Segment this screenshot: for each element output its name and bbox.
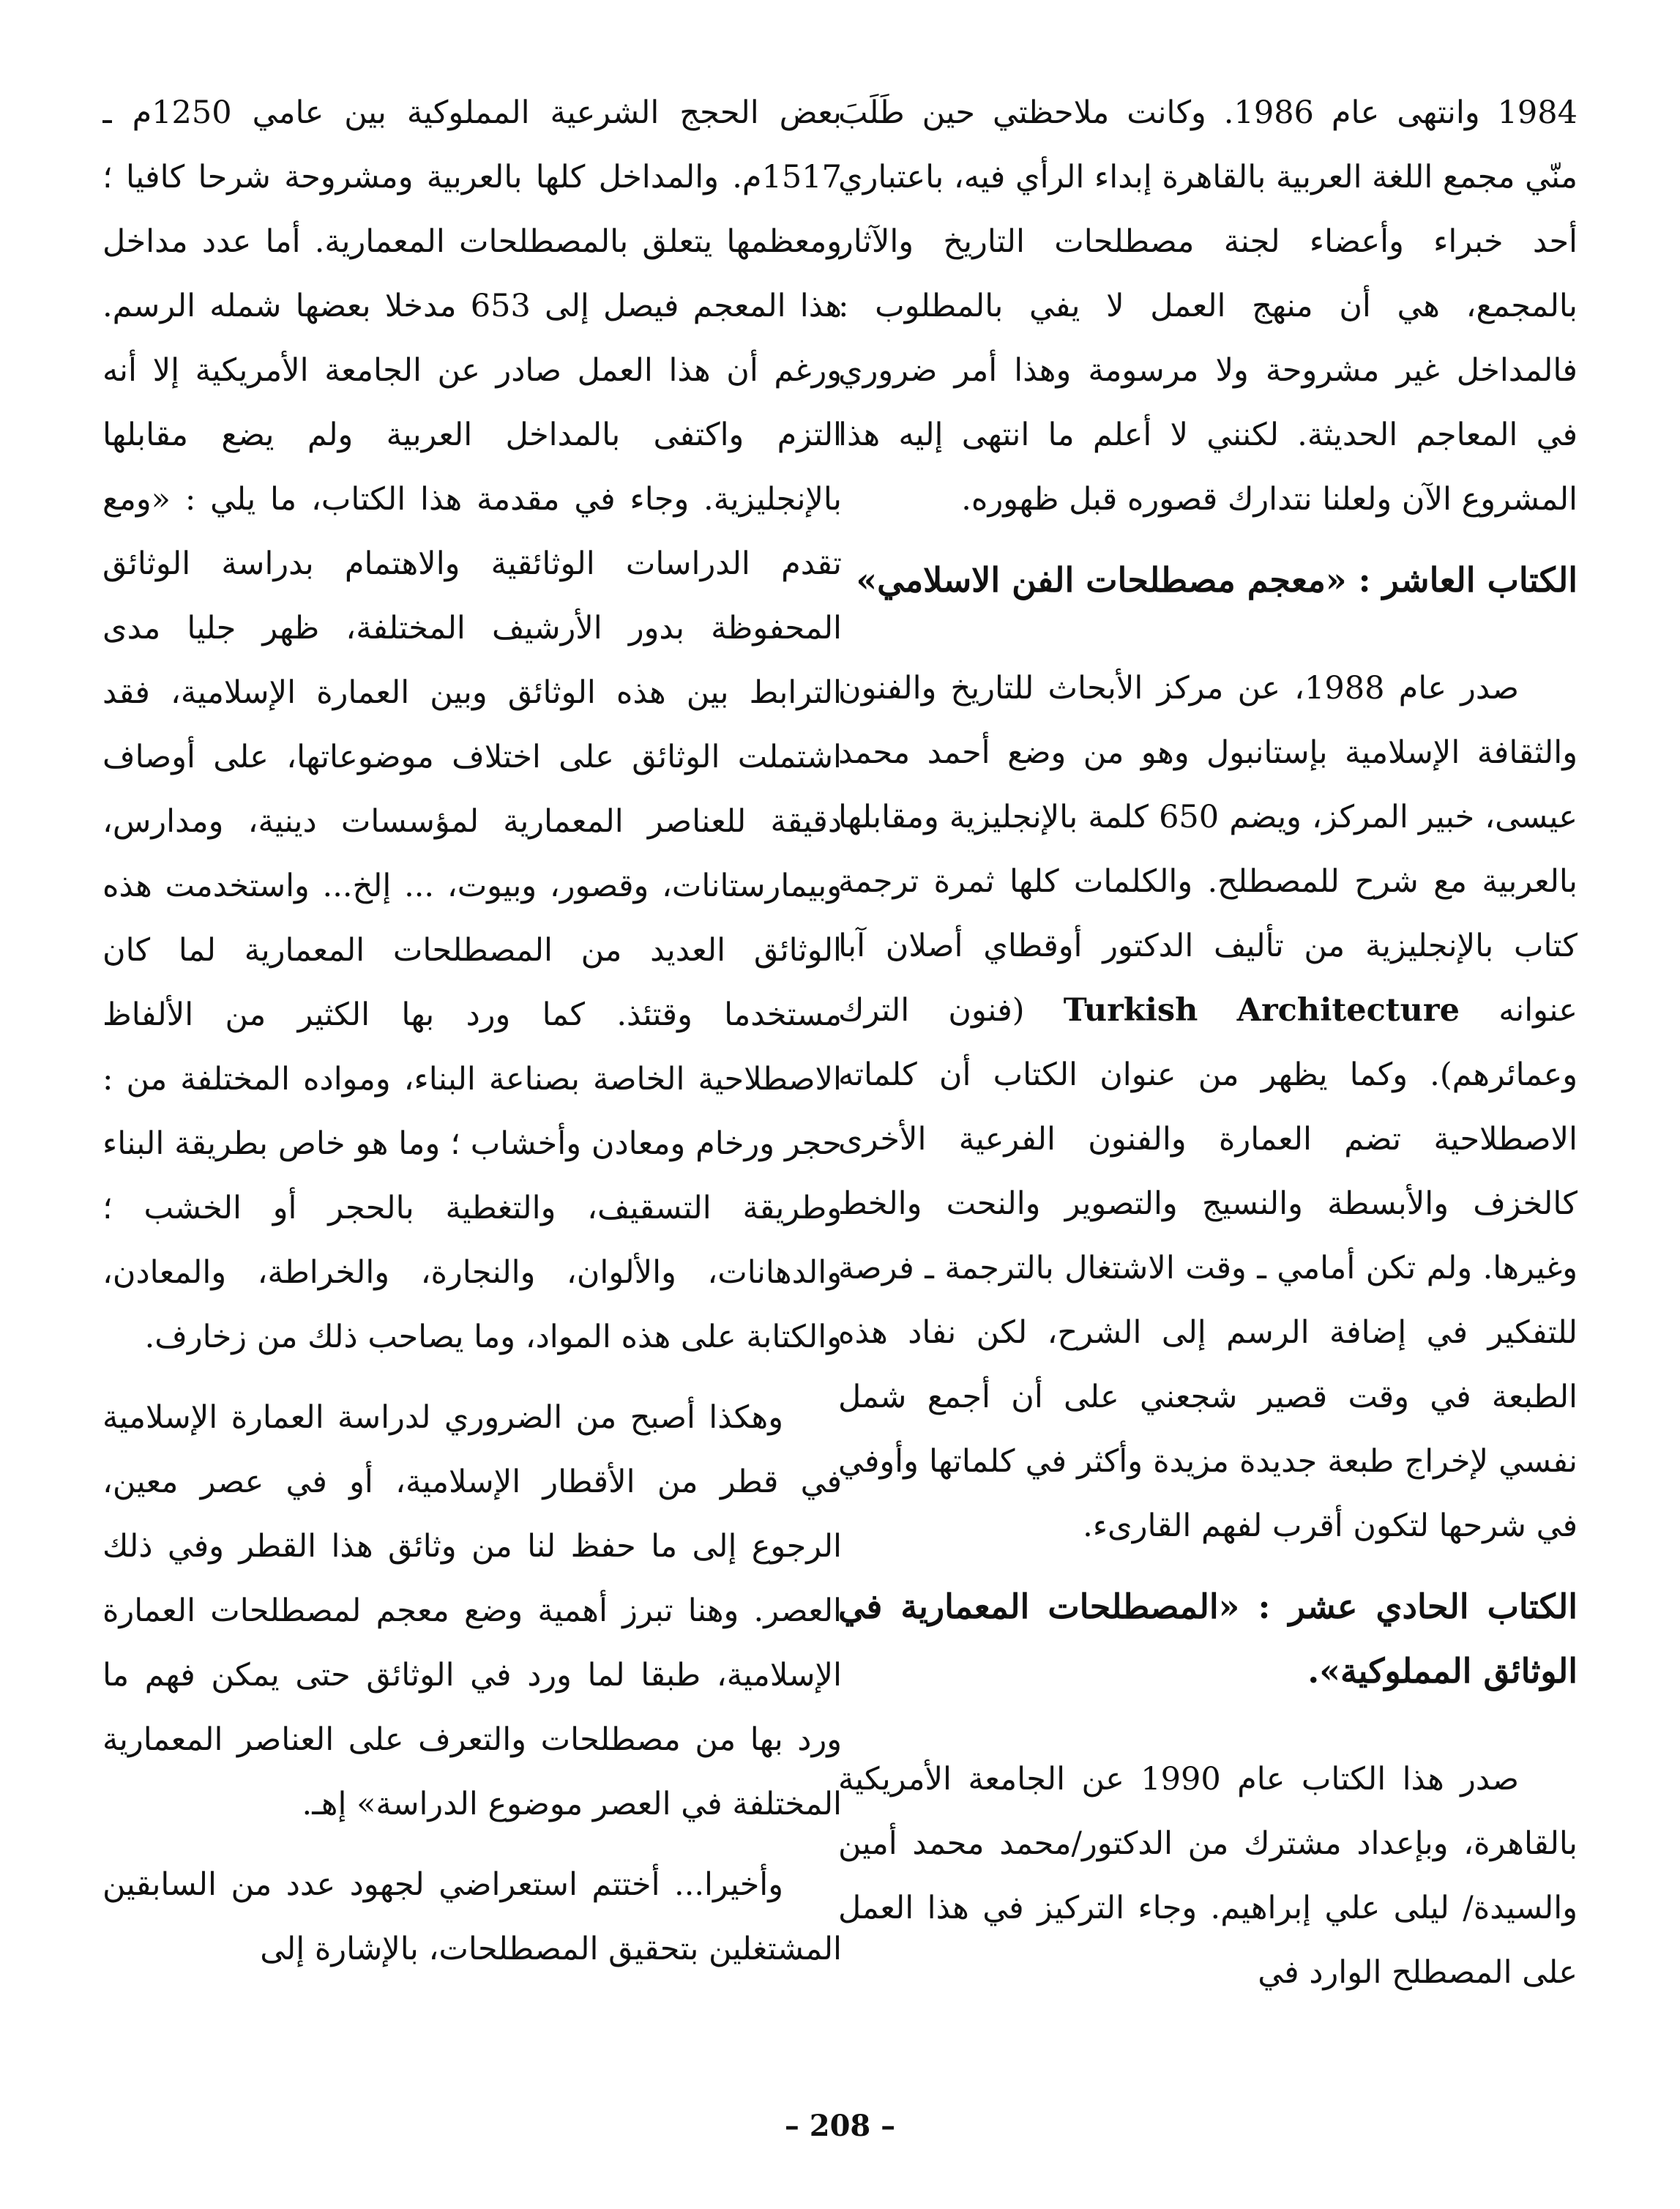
section-heading-book-10: الكتاب العاشر : «معجم مصطلحات الفن الاسلامي» (856, 560, 1578, 600)
latin-term: Architecture (1236, 992, 1460, 1029)
paragraph: وهكذا أصبح من الضروري لدراسة العمارة الإسلامية في قطر من الأقطار الإسلامية، أو في عصر معين، الرجوع إلى ما حفظ لنا من وثائق هذا القطر وفي ذلك العصر. وهنا تبرز أهمية وضع معجم لمصطلحات العمارة الإسلامية، طبقا لما ورد في الوثائق حتى يمكن فهم ما ورد بها من مصطلحات والتعرف على العناصر المعمارية المختلفة في العصر موضوع الدراسة» إهـ. (102, 1399, 842, 1822)
right-column (838, 81, 1578, 2057)
paragraph-text: صدر عام 1988، عن مركز الأبحاث للتاريخ والفنون والثقافة الإسلامية بإستانبول وهو من وضع أحمد محمد عيسى، خبير المركز، ويضم 650 كلمة بالإنجليزية ومقابلها بالعربية مع شرح للمصطلح. والكلمات كلها ثمرة ترجمة كتاب بالإنجليزية من تأليف الدكتور أوقطاي أصلان آبا عنوانه (838, 670, 1578, 1029)
section-heading-book-11: الكتاب الحادي عشر : «المصطلحات المعمارية في الوثائق المملوكية». (838, 1587, 1578, 1691)
paragraph: بعض الحجج الشرعية المملوكية بين عامي 1250م ـ 1517م. والمداخل كلها بالعربية ومشروحة شرحا كافيا ؛ ومعظمها يتعلق بالمصطلحات المعمارية. أما عدد مداخل هذا المعجم فيصل إلى 653 مدخلا بعضها شمله الرسم. ورغم أن هذا العمل صادر عن الجامعة الأمريكية إلا أنه التزم واكتفى بالمداخل العربية ولم يضع مقابلها بالإنجليزية. وجاء في مقدمة هذا الكتاب، ما يلي : «ومع تقدم الدراسات الوثائقية والاهتمام بدراسة الوثائق المحفوظة بدور الأرشيف المختلفة، ظهر جليا مدى الترابط بين هذه الوثائق وبين العمارة الإسلامية، فقد اشتملت الوثائق على اختلاف موضوعاتها، على أوصاف دقيقة للعناصر المعمارية لمؤسسات دينية، ومدارس، وبيمارستانات، وقصور، وبيوت، ... إلخ... واستخدمت هذه الوثائق العديد من المصطلحات المعمارية لما كان مستخدما وقتئذ. كما ورد بها الكثير من الألفاظ الاصطلاحية الخاصة بصناعة البناء، ومواده المختلفة من : حجر ورخام ومعادن وأخشاب ؛ وما هو خاص بطريقة البناء وطريقة التسقيف، والتغطية بالحجر أو الخشب ؛ والدهانات، والألوان، والنجارة، والخراطة، والمعادن، والكتابة على هذه المواد، وما يصاحب ذلك من زخارف. (102, 94, 842, 1355)
paragraph: 1984 وانتهى عام 1986. وكانت ملاحظتي حين طَلَبَ منّي مجمع اللغة العربية بالقاهرة إبداء الرأي فيه، باعتباري أحد خبراء وأعضاء لجنة مصطلحات التاريخ والآثار بالمجمع، هي أن منهج العمل لا يفي بالمطلوب : فالمداخل غير مشروحة ولا مرسومة وهذا أمر ضروري في المعاجم الحديثة. لكنني لا أعلم ما انتهى إليه هذا المشروع الآن ولعلنا نتدارك قصوره قبل ظهوره. (838, 94, 1578, 518)
page-number: – 208 – (784, 2109, 896, 2143)
paragraph: صدر هذا الكتاب عام 1990 عن الجامعة الأمريكية بالقاهرة، وبإعداد مشترك من الدكتور/محمد محمد أمين والسيدة/ ليلى علي إبراهيم. وجاء التركيز في هذا العمل على المصطلح الوارد في (838, 1761, 1578, 1991)
paragraph-text: (فنون الترك وعمائرهم). وكما يظهر من عنوان الكتاب أن كلماته الاصطلاحية تضم العمارة والفنون الفرعية الأخرى كالخزف والأبسطة والنسيج والتصوير والنحت والخط وغيرها. ولم تكن أمامي ـ وقت الاشتغال بالترجمة ـ فرصة للتفكير في إضافة الرسم إلى الشرح، لكن نفاد هذه الطبعة في وقت قصير شجعني على أن أجمع شمل نفسي لإخراج طبعة جديدة مزيدة وأكثر في كلماتها وأوفي في شرحها لتكون أقرب لفهم القارىء. (838, 992, 1578, 1544)
paragraph (838, 656, 1578, 1558)
latin-term: Turkish (1063, 992, 1198, 1029)
left-column (102, 81, 842, 2057)
paragraph: وأخيرا... أختتم استعراضي لجهود عدد من السابقين المشتغلين بتحقيق المصطلحات، بالإشارة إلى (102, 1866, 842, 1967)
